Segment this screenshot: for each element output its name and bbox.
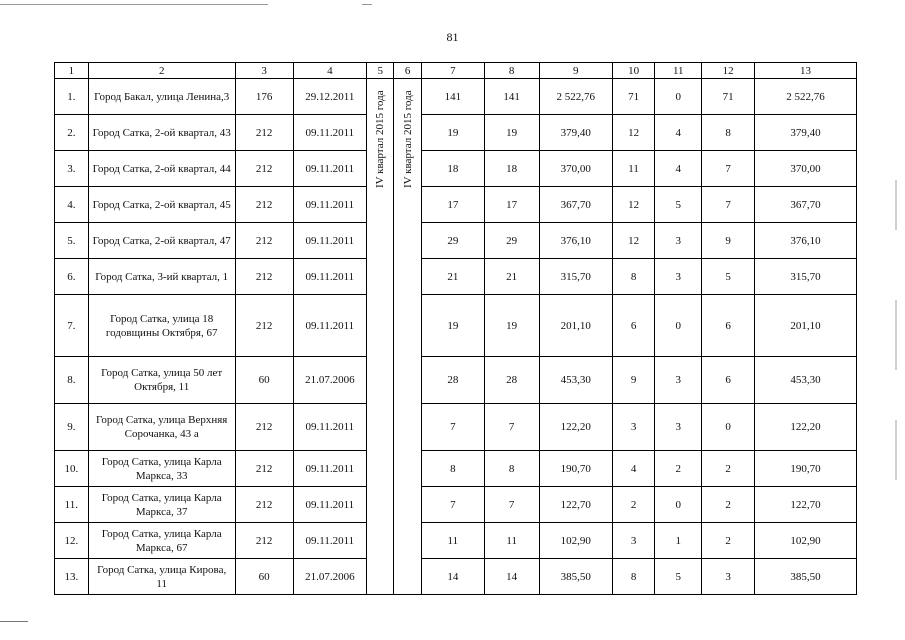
col8-cell: 29 (484, 223, 539, 259)
col3-cell: 212 (235, 151, 293, 187)
address-cell: Город Сатка, 2-ой квартал, 47 (88, 223, 235, 259)
scan-artifact (895, 420, 897, 480)
table-row (55, 79, 857, 115)
col8-cell: 14 (484, 559, 539, 595)
date-cell: 09.11.2011 (293, 151, 367, 187)
header-cell: 2 (88, 63, 235, 79)
row-number: 13. (55, 559, 89, 595)
table-row (55, 115, 857, 151)
period-col6-cell (394, 79, 421, 595)
col12-cell: 71 (702, 79, 755, 115)
address-cell: Город Сатка, улица Карла Маркса, 37 (88, 487, 235, 523)
col11-cell: 0 (655, 295, 702, 357)
col10-cell: 8 (613, 559, 655, 595)
date-cell: 09.11.2011 (293, 259, 367, 295)
date-cell: 29.12.2011 (293, 79, 367, 115)
header-cell: 6 (394, 63, 421, 79)
header-cell: 5 (367, 63, 394, 79)
address-cell: Город Сатка, улица Кирова, 11 (88, 559, 235, 595)
col12-cell: 9 (702, 223, 755, 259)
col13-cell: 315,70 (754, 259, 856, 295)
table-row (55, 451, 857, 487)
header-cell: 4 (293, 63, 367, 79)
col13-cell: 122,70 (754, 487, 856, 523)
row-number: 2. (55, 115, 89, 151)
col11-cell: 1 (655, 523, 702, 559)
col10-cell: 12 (613, 187, 655, 223)
date-cell: 09.11.2011 (293, 295, 367, 357)
col9-cell: 367,70 (539, 187, 613, 223)
col10-cell: 6 (613, 295, 655, 357)
table-row (55, 223, 857, 259)
row-number: 12. (55, 523, 89, 559)
row-number: 5. (55, 223, 89, 259)
col9-cell: 2 522,76 (539, 79, 613, 115)
col8-cell: 7 (484, 487, 539, 523)
table-row (55, 559, 857, 595)
col11-cell: 3 (655, 223, 702, 259)
col11-cell: 4 (655, 115, 702, 151)
col13-cell: 102,90 (754, 523, 856, 559)
col7-cell: 21 (421, 259, 484, 295)
header-cell: 7 (421, 63, 484, 79)
col8-cell: 21 (484, 259, 539, 295)
col9-cell: 190,70 (539, 451, 613, 487)
col7-cell: 18 (421, 151, 484, 187)
col9-cell: 385,50 (539, 559, 613, 595)
col12-cell: 3 (702, 559, 755, 595)
address-cell: Город Сатка, 2-ой квартал, 44 (88, 151, 235, 187)
date-cell: 09.11.2011 (293, 487, 367, 523)
col7-cell: 17 (421, 187, 484, 223)
period-col6-text: IV квартал 2015 года (401, 90, 414, 188)
row-number: 6. (55, 259, 89, 295)
col7-cell: 141 (421, 79, 484, 115)
scan-line-top-left (0, 4, 268, 5)
col13-cell: 190,70 (754, 451, 856, 487)
row-number: 10. (55, 451, 89, 487)
col8-cell: 7 (484, 404, 539, 451)
header-cell: 3 (235, 63, 293, 79)
col9-cell: 201,10 (539, 295, 613, 357)
scan-artifact (895, 180, 897, 230)
col9-cell: 122,20 (539, 404, 613, 451)
col10-cell: 12 (613, 115, 655, 151)
address-cell: Город Сатка, 3-ий квартал, 1 (88, 259, 235, 295)
col7-cell: 7 (421, 487, 484, 523)
row-number: 3. (55, 151, 89, 187)
col11-cell: 0 (655, 487, 702, 523)
col9-cell: 376,10 (539, 223, 613, 259)
table-row (55, 187, 857, 223)
header-cell: 8 (484, 63, 539, 79)
col8-cell: 8 (484, 451, 539, 487)
col7-cell: 14 (421, 559, 484, 595)
col8-cell: 19 (484, 115, 539, 151)
col8-cell: 17 (484, 187, 539, 223)
col10-cell: 8 (613, 259, 655, 295)
header-cell: 9 (539, 63, 613, 79)
col9-cell: 102,90 (539, 523, 613, 559)
scan-line-top-right (362, 4, 372, 5)
col11-cell: 3 (655, 259, 702, 295)
date-cell: 09.11.2011 (293, 223, 367, 259)
col9-cell: 370,00 (539, 151, 613, 187)
col9-cell: 122,70 (539, 487, 613, 523)
col8-cell: 28 (484, 357, 539, 404)
row-number: 4. (55, 187, 89, 223)
col10-cell: 71 (613, 79, 655, 115)
col12-cell: 2 (702, 523, 755, 559)
col10-cell: 9 (613, 357, 655, 404)
address-cell: Город Сатка, улица Карла Маркса, 33 (88, 451, 235, 487)
col8-cell: 18 (484, 151, 539, 187)
col3-cell: 212 (235, 223, 293, 259)
table-row (55, 295, 857, 357)
col7-cell: 29 (421, 223, 484, 259)
address-cell: Город Сатка, улица 50 лет Октября, 11 (88, 357, 235, 404)
col12-cell: 7 (702, 187, 755, 223)
row-number: 7. (55, 295, 89, 357)
date-cell: 09.11.2011 (293, 523, 367, 559)
address-cell: Город Сатка, улица 18 годовщины Октября, 67 (88, 295, 235, 357)
col12-cell: 2 (702, 451, 755, 487)
col13-cell: 376,10 (754, 223, 856, 259)
col10-cell: 12 (613, 223, 655, 259)
col7-cell: 19 (421, 295, 484, 357)
address-cell: Город Сатка, 2-ой квартал, 45 (88, 187, 235, 223)
table-row (55, 357, 857, 404)
row-number: 11. (55, 487, 89, 523)
col9-cell: 315,70 (539, 259, 613, 295)
col7-cell: 8 (421, 451, 484, 487)
col3-cell: 212 (235, 259, 293, 295)
col9-cell: 453,30 (539, 357, 613, 404)
col3-cell: 212 (235, 523, 293, 559)
col8-cell: 11 (484, 523, 539, 559)
address-cell: Город Бакал, улица Ленина,3 (88, 79, 235, 115)
col12-cell: 2 (702, 487, 755, 523)
col11-cell: 4 (655, 151, 702, 187)
col7-cell: 7 (421, 404, 484, 451)
period-col5-cell (367, 79, 394, 595)
col7-cell: 28 (421, 357, 484, 404)
scan-artifact (895, 300, 897, 370)
address-cell: Город Сатка, улица Верхняя Сорочанка, 43 а (88, 404, 235, 451)
col13-cell: 453,30 (754, 357, 856, 404)
col3-cell: 212 (235, 295, 293, 357)
col12-cell: 8 (702, 115, 755, 151)
col12-cell: 5 (702, 259, 755, 295)
row-number: 8. (55, 357, 89, 404)
col8-cell: 19 (484, 295, 539, 357)
col12-cell: 0 (702, 404, 755, 451)
col10-cell: 4 (613, 451, 655, 487)
col7-cell: 11 (421, 523, 484, 559)
col13-cell: 385,50 (754, 559, 856, 595)
col3-cell: 212 (235, 115, 293, 151)
table-row (55, 523, 857, 559)
col9-cell: 379,40 (539, 115, 613, 151)
header-cell: 11 (655, 63, 702, 79)
header-row (55, 63, 857, 79)
date-cell: 09.11.2011 (293, 115, 367, 151)
col3-cell: 212 (235, 487, 293, 523)
col13-cell: 379,40 (754, 115, 856, 151)
col12-cell: 6 (702, 295, 755, 357)
col11-cell: 3 (655, 357, 702, 404)
col3-cell: 60 (235, 559, 293, 595)
header-cell: 13 (754, 63, 856, 79)
col13-cell: 367,70 (754, 187, 856, 223)
col11-cell: 5 (655, 559, 702, 595)
row-number: 1. (55, 79, 89, 115)
scan-line-bottom (0, 621, 28, 622)
col11-cell: 3 (655, 404, 702, 451)
col12-cell: 6 (702, 357, 755, 404)
header-cell: 12 (702, 63, 755, 79)
date-cell: 21.07.2006 (293, 357, 367, 404)
table-row (55, 151, 857, 187)
col10-cell: 11 (613, 151, 655, 187)
col11-cell: 5 (655, 187, 702, 223)
header-cell: 10 (613, 63, 655, 79)
col3-cell: 176 (235, 79, 293, 115)
address-cell: Город Сатка, улица Карла Маркса, 67 (88, 523, 235, 559)
date-cell: 21.07.2006 (293, 559, 367, 595)
date-cell: 09.11.2011 (293, 451, 367, 487)
col8-cell: 141 (484, 79, 539, 115)
row-number: 9. (55, 404, 89, 451)
col10-cell: 3 (613, 523, 655, 559)
col11-cell: 2 (655, 451, 702, 487)
col13-cell: 370,00 (754, 151, 856, 187)
address-cell: Город Сатка, 2-ой квартал, 43 (88, 115, 235, 151)
col10-cell: 3 (613, 404, 655, 451)
table-row (55, 487, 857, 523)
col3-cell: 212 (235, 404, 293, 451)
page-number: 81 (446, 30, 459, 44)
date-cell: 09.11.2011 (293, 187, 367, 223)
col3-cell: 212 (235, 451, 293, 487)
col11-cell: 0 (655, 79, 702, 115)
col7-cell: 19 (421, 115, 484, 151)
housing-table (54, 62, 857, 595)
col12-cell: 7 (702, 151, 755, 187)
col13-cell: 2 522,76 (754, 79, 856, 115)
col13-cell: 122,20 (754, 404, 856, 451)
col3-cell: 60 (235, 357, 293, 404)
date-cell: 09.11.2011 (293, 404, 367, 451)
period-col5-text: IV квартал 2015 года (374, 90, 387, 188)
col10-cell: 2 (613, 487, 655, 523)
table-row (55, 404, 857, 451)
header-cell: 1 (55, 63, 89, 79)
table-row (55, 259, 857, 295)
col3-cell: 212 (235, 187, 293, 223)
col13-cell: 201,10 (754, 295, 856, 357)
